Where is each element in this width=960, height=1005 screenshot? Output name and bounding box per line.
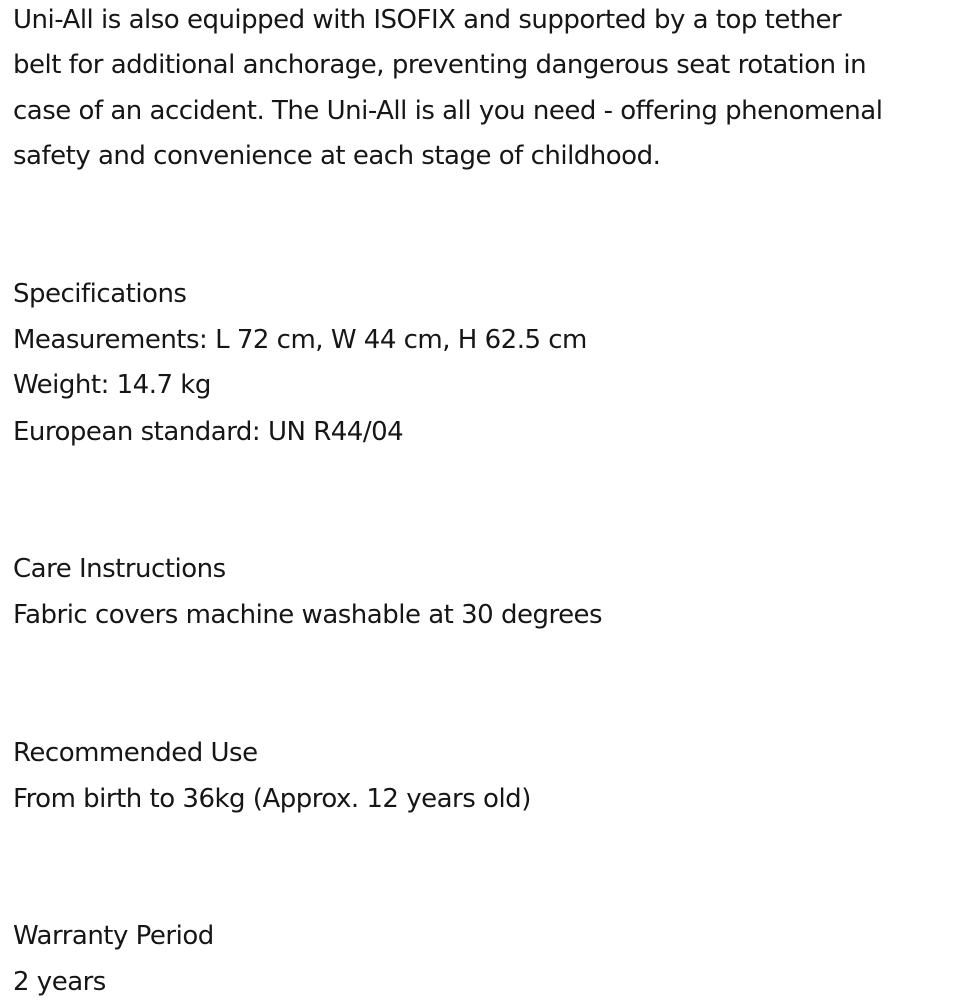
- intro-line: belt for additional anchorage, preventing dangerous seat rotation in: [13, 50, 867, 80]
- intro-line: safety and convenience at each stage of childhood.: [13, 141, 661, 171]
- warranty-heading: Warranty Period: [13, 921, 214, 951]
- spec-measurements: Measurements: L 72 cm, W 44 cm, H 62.5 cm: [13, 325, 587, 355]
- spec-weight: Weight: 14.7 kg: [13, 370, 211, 400]
- care-text: Fabric covers machine washable at 30 degrees: [13, 600, 603, 630]
- spec-standard: European standard: UN R44/04: [13, 417, 404, 447]
- recommended-use-text: From birth to 36kg (Approx. 12 years old): [13, 784, 531, 814]
- specifications-heading: Specifications: [13, 279, 187, 309]
- intro-line: case of an accident. The Uni-All is all you need - offering phenomenal: [13, 96, 883, 126]
- recommended-use-heading: Recommended Use: [13, 738, 258, 768]
- intro-line: Uni-All is also equipped with ISOFIX and supported by a top tether: [13, 5, 842, 35]
- warranty-text: 2 years: [13, 967, 106, 997]
- care-heading: Care Instructions: [13, 554, 226, 584]
